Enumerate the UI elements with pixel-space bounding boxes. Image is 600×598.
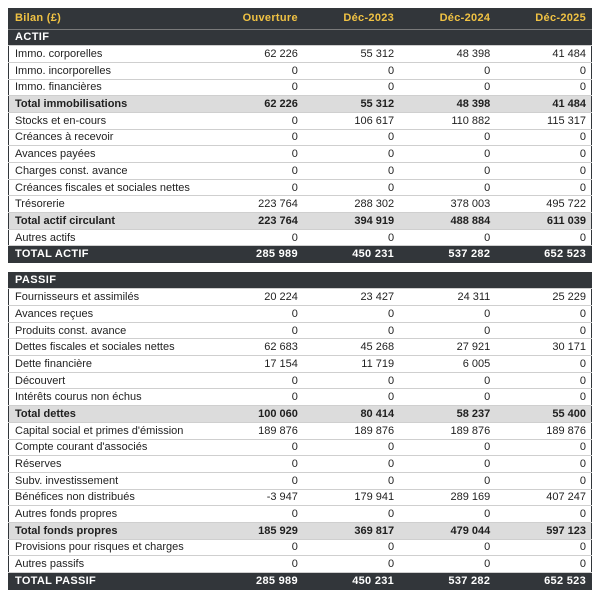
cell-value: 0 bbox=[303, 506, 399, 523]
cell-value: 55 312 bbox=[303, 96, 399, 113]
cell-value: 285 989 bbox=[207, 573, 303, 590]
cell-value: 0 bbox=[303, 556, 399, 573]
cell-value: 0 bbox=[399, 389, 495, 406]
cell-value: 0 bbox=[207, 163, 303, 180]
cell-value: 0 bbox=[303, 129, 399, 146]
cell-value: 0 bbox=[399, 506, 495, 523]
cell-value: 652 523 bbox=[495, 573, 591, 590]
row-label: Immo. financières bbox=[9, 79, 207, 96]
cell-value: 0 bbox=[495, 539, 591, 556]
cell-value: 223 764 bbox=[207, 196, 303, 213]
table-row bbox=[9, 163, 592, 180]
cell-value: 24 311 bbox=[399, 289, 495, 306]
total-row bbox=[9, 573, 592, 590]
cell-value: 0 bbox=[303, 229, 399, 246]
cell-value: 0 bbox=[207, 456, 303, 473]
cell-value: 0 bbox=[303, 306, 399, 323]
column-header-dec-2025: Déc-2025 bbox=[495, 8, 591, 29]
cell-value: 652 523 bbox=[495, 246, 591, 263]
subtotal-row bbox=[9, 522, 592, 539]
cell-value: 369 817 bbox=[303, 522, 399, 539]
cell-value: 479 044 bbox=[399, 522, 495, 539]
cell-value: 394 919 bbox=[303, 213, 399, 230]
cell-value: 0 bbox=[399, 163, 495, 180]
cell-value: 0 bbox=[303, 539, 399, 556]
row-label: Compte courant d'associés bbox=[9, 439, 207, 456]
cell-value: 6 005 bbox=[399, 356, 495, 373]
table-row bbox=[9, 289, 592, 306]
cell-value: 0 bbox=[399, 229, 495, 246]
cell-value: 106 617 bbox=[303, 112, 399, 129]
cell-value: 0 bbox=[399, 179, 495, 196]
row-label: Stocks et en-cours bbox=[9, 112, 207, 129]
table-row bbox=[9, 62, 592, 79]
cell-value: 189 876 bbox=[399, 422, 495, 439]
cell-value: 189 876 bbox=[303, 422, 399, 439]
cell-value: 0 bbox=[303, 179, 399, 196]
cell-value: 0 bbox=[399, 456, 495, 473]
cell-value: 0 bbox=[399, 129, 495, 146]
cell-value: 0 bbox=[207, 389, 303, 406]
row-label: Réserves bbox=[9, 456, 207, 473]
cell-value: 0 bbox=[495, 506, 591, 523]
cell-value: 0 bbox=[495, 456, 591, 473]
table-row bbox=[9, 112, 592, 129]
cell-value: 0 bbox=[399, 472, 495, 489]
cell-value: 537 282 bbox=[399, 573, 495, 590]
row-label: Total dettes bbox=[9, 406, 207, 423]
row-label: Autres fonds propres bbox=[9, 506, 207, 523]
row-label: Intérêts courus non échus bbox=[9, 389, 207, 406]
cell-value: 0 bbox=[399, 79, 495, 96]
subtotal-row bbox=[9, 406, 592, 423]
actif-table bbox=[8, 8, 592, 263]
cell-value: 0 bbox=[303, 389, 399, 406]
cell-value: 41 484 bbox=[495, 96, 591, 113]
cell-value: 0 bbox=[495, 372, 591, 389]
cell-value: 0 bbox=[303, 439, 399, 456]
cell-value: -3 947 bbox=[207, 489, 303, 506]
cell-value: 0 bbox=[399, 62, 495, 79]
row-label: Charges const. avance bbox=[9, 163, 207, 180]
row-label: Capital social et primes d'émission bbox=[9, 422, 207, 439]
cell-value: 0 bbox=[495, 472, 591, 489]
cell-value: 115 317 bbox=[495, 112, 591, 129]
cell-value: 0 bbox=[399, 146, 495, 163]
cell-value: 45 268 bbox=[303, 339, 399, 356]
cell-value: 80 414 bbox=[303, 406, 399, 423]
table-row bbox=[9, 556, 592, 573]
cell-value: 23 427 bbox=[303, 289, 399, 306]
cell-value: 25 229 bbox=[495, 289, 591, 306]
cell-value: 27 921 bbox=[399, 339, 495, 356]
cell-value: 0 bbox=[495, 389, 591, 406]
total-row bbox=[9, 246, 592, 263]
table-header-row bbox=[9, 8, 592, 29]
row-label: Total immobilisations bbox=[9, 96, 207, 113]
cell-value: 0 bbox=[495, 439, 591, 456]
column-header-dec-2024: Déc-2024 bbox=[399, 8, 495, 29]
cell-value: 0 bbox=[399, 306, 495, 323]
table-row bbox=[9, 506, 592, 523]
row-label: Immo. incorporelles bbox=[9, 62, 207, 79]
cell-value: 0 bbox=[303, 372, 399, 389]
cell-value: 597 123 bbox=[495, 522, 591, 539]
cell-value: 55 312 bbox=[303, 46, 399, 63]
cell-value: 0 bbox=[495, 322, 591, 339]
table-row bbox=[9, 356, 592, 373]
cell-value: 0 bbox=[207, 129, 303, 146]
table-row bbox=[9, 339, 592, 356]
row-label: Produits const. avance bbox=[9, 322, 207, 339]
row-label: Total actif circulant bbox=[9, 213, 207, 230]
cell-value: 0 bbox=[207, 372, 303, 389]
cell-value: 0 bbox=[303, 146, 399, 163]
row-label: Autres passifs bbox=[9, 556, 207, 573]
table-row bbox=[9, 372, 592, 389]
table-title: Bilan (£) bbox=[9, 8, 207, 29]
cell-value: 0 bbox=[399, 439, 495, 456]
cell-value: 488 884 bbox=[399, 213, 495, 230]
cell-value: 537 282 bbox=[399, 246, 495, 263]
cell-value: 0 bbox=[399, 539, 495, 556]
cell-value: 17 154 bbox=[207, 356, 303, 373]
cell-value: 0 bbox=[495, 306, 591, 323]
passif-table bbox=[8, 272, 592, 590]
row-label: Créances à recevoir bbox=[9, 129, 207, 146]
table-row bbox=[9, 46, 592, 63]
row-label: Créances fiscales et sociales nettes bbox=[9, 179, 207, 196]
cell-value: 189 876 bbox=[495, 422, 591, 439]
section-header-passif bbox=[9, 272, 592, 289]
cell-value: 48 398 bbox=[399, 96, 495, 113]
cell-value: 20 224 bbox=[207, 289, 303, 306]
cell-value: 58 237 bbox=[399, 406, 495, 423]
row-label: Subv. investissement bbox=[9, 472, 207, 489]
cell-value: 100 060 bbox=[207, 406, 303, 423]
row-label: Immo. corporelles bbox=[9, 46, 207, 63]
table-row bbox=[9, 79, 592, 96]
cell-value: 0 bbox=[303, 322, 399, 339]
cell-value: 495 722 bbox=[495, 196, 591, 213]
row-label: TOTAL ACTIF bbox=[9, 246, 207, 263]
row-label: Trésorerie bbox=[9, 196, 207, 213]
cell-value: 0 bbox=[207, 472, 303, 489]
cell-value: 179 941 bbox=[303, 489, 399, 506]
cell-value: 378 003 bbox=[399, 196, 495, 213]
row-label: Fournisseurs et assimilés bbox=[9, 289, 207, 306]
cell-value: 0 bbox=[207, 506, 303, 523]
cell-value: 0 bbox=[303, 163, 399, 180]
cell-value: 0 bbox=[495, 556, 591, 573]
cell-value: 0 bbox=[495, 146, 591, 163]
row-label: Dettes fiscales et sociales nettes bbox=[9, 339, 207, 356]
cell-value: 0 bbox=[495, 356, 591, 373]
cell-value: 0 bbox=[207, 539, 303, 556]
cell-value: 62 226 bbox=[207, 46, 303, 63]
cell-value: 11 719 bbox=[303, 356, 399, 373]
cell-value: 0 bbox=[207, 179, 303, 196]
section-label: PASSIF bbox=[9, 272, 592, 289]
cell-value: 0 bbox=[495, 62, 591, 79]
cell-value: 288 302 bbox=[303, 196, 399, 213]
cell-value: 185 929 bbox=[207, 522, 303, 539]
table-row bbox=[9, 456, 592, 473]
cell-value: 41 484 bbox=[495, 46, 591, 63]
row-label: Avances reçues bbox=[9, 306, 207, 323]
cell-value: 0 bbox=[207, 439, 303, 456]
cell-value: 0 bbox=[399, 556, 495, 573]
cell-value: 0 bbox=[207, 146, 303, 163]
section-label: ACTIF bbox=[9, 29, 592, 46]
row-label: Bénéfices non distribués bbox=[9, 489, 207, 506]
cell-value: 0 bbox=[399, 372, 495, 389]
row-label: Découvert bbox=[9, 372, 207, 389]
row-label: Autres actifs bbox=[9, 229, 207, 246]
cell-value: 0 bbox=[303, 79, 399, 96]
cell-value: 0 bbox=[399, 322, 495, 339]
cell-value: 450 231 bbox=[303, 246, 399, 263]
table-row bbox=[9, 422, 592, 439]
cell-value: 450 231 bbox=[303, 573, 399, 590]
cell-value: 289 169 bbox=[399, 489, 495, 506]
cell-value: 0 bbox=[207, 112, 303, 129]
column-header-ouverture: Ouverture bbox=[207, 8, 303, 29]
subtotal-row bbox=[9, 96, 592, 113]
table-row bbox=[9, 129, 592, 146]
row-label: TOTAL PASSIF bbox=[9, 573, 207, 590]
subtotal-row bbox=[9, 213, 592, 230]
cell-value: 223 764 bbox=[207, 213, 303, 230]
cell-value: 62 683 bbox=[207, 339, 303, 356]
table-row bbox=[9, 472, 592, 489]
row-label: Provisions pour risques et charges bbox=[9, 539, 207, 556]
cell-value: 0 bbox=[303, 62, 399, 79]
cell-value: 62 226 bbox=[207, 96, 303, 113]
cell-value: 611 039 bbox=[495, 213, 591, 230]
cell-value: 0 bbox=[303, 456, 399, 473]
cell-value: 189 876 bbox=[207, 422, 303, 439]
table-row bbox=[9, 389, 592, 406]
cell-value: 0 bbox=[495, 129, 591, 146]
cell-value: 0 bbox=[495, 163, 591, 180]
section-header-actif bbox=[9, 29, 592, 46]
table-row bbox=[9, 439, 592, 456]
table-row bbox=[9, 196, 592, 213]
cell-value: 0 bbox=[303, 472, 399, 489]
cell-value: 0 bbox=[495, 229, 591, 246]
cell-value: 0 bbox=[207, 79, 303, 96]
cell-value: 0 bbox=[207, 322, 303, 339]
row-label: Avances payées bbox=[9, 146, 207, 163]
cell-value: 30 171 bbox=[495, 339, 591, 356]
cell-value: 0 bbox=[207, 306, 303, 323]
table-row bbox=[9, 306, 592, 323]
row-label: Total fonds propres bbox=[9, 522, 207, 539]
cell-value: 55 400 bbox=[495, 406, 591, 423]
cell-value: 0 bbox=[495, 179, 591, 196]
table-row bbox=[9, 146, 592, 163]
table-row bbox=[9, 489, 592, 506]
table-row bbox=[9, 322, 592, 339]
cell-value: 0 bbox=[495, 79, 591, 96]
row-label: Dette financière bbox=[9, 356, 207, 373]
cell-value: 0 bbox=[207, 62, 303, 79]
column-header-dec-2023: Déc-2023 bbox=[303, 8, 399, 29]
table-row bbox=[9, 539, 592, 556]
cell-value: 0 bbox=[207, 556, 303, 573]
cell-value: 0 bbox=[207, 229, 303, 246]
cell-value: 48 398 bbox=[399, 46, 495, 63]
table-row bbox=[9, 179, 592, 196]
section-gap bbox=[8, 263, 592, 272]
cell-value: 407 247 bbox=[495, 489, 591, 506]
table-row bbox=[9, 229, 592, 246]
cell-value: 285 989 bbox=[207, 246, 303, 263]
cell-value: 110 882 bbox=[399, 112, 495, 129]
